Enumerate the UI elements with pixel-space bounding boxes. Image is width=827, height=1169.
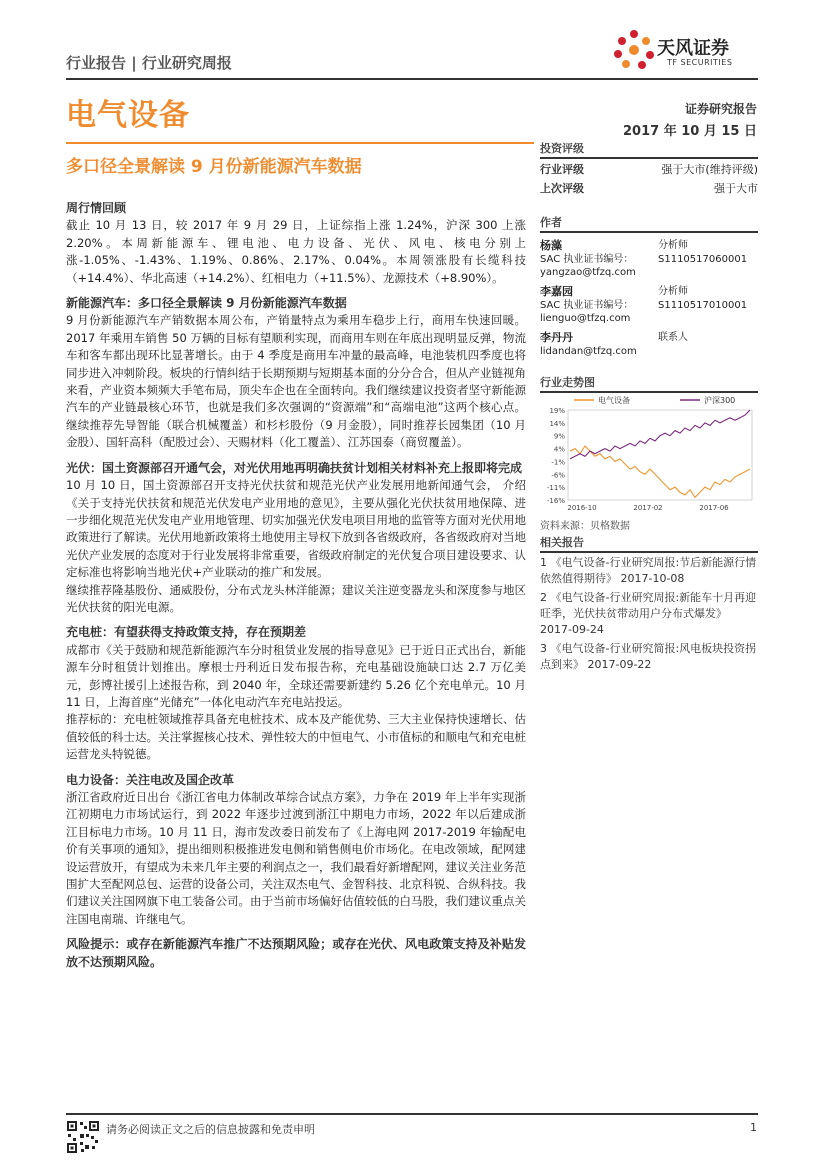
- author-sac: S1110517060001: [658, 254, 748, 265]
- legend-label: 电气设备: [598, 396, 630, 405]
- prev-rating-value: 强于大市: [714, 182, 758, 195]
- author-block: [540, 285, 758, 325]
- y-tick-label: -1%: [551, 458, 565, 467]
- x-tick-label: 2016-10: [567, 504, 597, 512]
- authors-panel: [540, 214, 758, 358]
- related-item[interactable]: [540, 641, 758, 673]
- prev-rating-row: [540, 180, 758, 197]
- rating-row: [540, 161, 758, 178]
- report-subtitle: 多口径全景解读 9 月份新能源汽车数据: [66, 157, 362, 177]
- author-block: [540, 331, 758, 358]
- logo-subtitle: TF SECURITIES: [667, 58, 733, 67]
- related-list: [540, 552, 758, 673]
- series-line: [570, 446, 750, 497]
- section-pv: [66, 460, 526, 617]
- trend-chart: [540, 392, 758, 517]
- section-charging: [66, 624, 526, 763]
- industry-title: 电气设备: [66, 98, 190, 133]
- section-power: [66, 772, 526, 929]
- authors-title: 作者: [540, 214, 758, 233]
- section-paragraph: 截止 10 月 13 日，较 2017 年 9 月 29 日，上证综指上涨 1.24%，沪深 300 上涨 2.20%。本周新能源车、锂电池、电力设备、光伏、风电、核电分别上涨-1.05%、-1.43%、1.19%、0.86%、2.17%、0.04%。本周领涨股有长缆科技（+14.4%）、华北高速（+14.2%）、红相电力（+11.5%）、龙源技术（+8.90%）。: [66, 218, 526, 285]
- trend-chart-svg: [540, 392, 758, 517]
- related-title: 相关报告: [540, 534, 758, 553]
- section-heading: 电力设备：关注电改及国企改革: [66, 772, 235, 787]
- author-sac-label: SAC 执业证书编号：: [540, 254, 634, 265]
- main-content: [66, 200, 526, 971]
- logo-name: 天风证券: [657, 38, 729, 59]
- y-tick-label: 19%: [549, 407, 565, 415]
- y-tick-label: 4%: [553, 445, 565, 454]
- author-name: 李丹丹: [540, 331, 573, 344]
- trend-title: 行业走势图: [540, 374, 758, 393]
- section-heading: 新能源汽车：多口径全景解读 9 月份新能源汽车数据: [66, 296, 347, 311]
- author-name: 李嘉园: [540, 285, 573, 298]
- chart-frame: [568, 410, 752, 500]
- series-line: [570, 410, 750, 459]
- author-role: 分析师: [658, 286, 688, 297]
- risk-warning: [66, 936, 526, 971]
- author-name: 杨藻: [540, 239, 562, 252]
- qr-code: [66, 1120, 100, 1154]
- chart-source: 资料来源：贝格数据: [540, 521, 630, 532]
- footer-disclaimer[interactable]: 请务必阅读正文之后的信息披露和免责申明: [106, 1123, 315, 1136]
- section-paragraph: 推荐标的：充电桩领域推荐具备充电桩技术、成本及产能优势、三大主业保持快速增长、估值较低的科士达。关注掌握核心技术、弹性较大的中恒电气、小市值标的和顺电气和充电桩运营龙头特锐德。: [66, 712, 526, 762]
- company-logo: [612, 28, 656, 72]
- x-tick-label: 2017-02: [633, 504, 663, 512]
- prev-rating-label: 上次评级: [540, 182, 584, 195]
- section-paragraph: 9 月份新能源汽车产销数据本周公布，产销量特点为乘用车稳步上行，商用车快速回暖。2017 年乘用车销售 50 万辆的目标有望顺利实现，而商用车则在年底出现明显反弹，物流车和客车都出现环比显著增长。由于 4 季度是商用车冲量的最高峰，电池装机四季度也将同步进入冲刺阶段。板块的行情纠结于长期预期与短期基本面的分分合合，但从产业链视角来看，产业资本频频大手笔布局，顶尖车企也在全面转向。我们继续建议投资者坚守新能源汽车的产业链最核心环节，也就是我们多次强调的“资源端”和“高端电池”这两个核心点。继续推荐先导智能（联合机械覆盖）和杉杉股份（9 月金股），同时推荐长园集团（10 月金股）、国轩高科（配股过会）、天赐材料（化工覆盖）、江苏国泰（商贸覆盖）。: [66, 313, 526, 450]
- related-item-date: 2017-10-08: [620, 572, 685, 585]
- rating-value: 强于大市(维持评级): [661, 163, 758, 176]
- section-heading: 周行情回顾: [66, 201, 127, 215]
- author-email[interactable]: yangzao@tfzq.com: [540, 267, 636, 278]
- section-paragraph: 10 月 10 日，国土资源部召开支持光伏扶贫和规范光伏产业发展用地新闻通气会， 介绍《关于支持光伏扶贫和规范光伏发电产业用地的意见》，主要从强化光伏扶贫用地保障、进一步细化规范光伏发电产业用地管理、切实加强光伏发电项目用地的监管等方面对光伏用地政策进行了解读。光伏用地新政策将土地使用主导权下放到各省级政府，各省级政府对当地光伏产业发展的态度对于行业发展将非常重要，省级政府制定的光伏复合项目建设要求、认定标准也将影响当地光伏+产业联动的推广和发展。: [66, 478, 526, 580]
- risk-text: 风险提示：或存在新能源汽车推广不达预期风险；或存在光伏、风电政策支持及补贴发放不达预期风险。: [66, 937, 526, 969]
- y-tick-label: 14%: [549, 419, 565, 428]
- y-tick-label: 9%: [553, 432, 565, 441]
- related-item-date: 2017-09-24: [540, 623, 604, 636]
- author-role: 分析师: [658, 240, 688, 251]
- author-sac-label: SAC 执业证书编号：: [540, 300, 634, 311]
- legend-label: 沪深300: [704, 396, 736, 405]
- footer-divider: [66, 1113, 758, 1115]
- section-weekly: [66, 200, 526, 287]
- report-date: 2017 年 10 月 15 日: [623, 124, 757, 139]
- author-sac: S1110517010001: [658, 300, 748, 311]
- related-item-date: 2017-09-22: [587, 658, 652, 671]
- author-email[interactable]: lidandan@tfzq.com: [540, 346, 637, 357]
- report-type: 证券研究报告: [684, 102, 757, 116]
- report-category: 行业报告 | 行业研究周报: [66, 54, 232, 72]
- author-email[interactable]: lienguo@tfzq.com: [540, 313, 631, 324]
- header-divider: [66, 78, 758, 80]
- rating-title: 投资评级: [540, 140, 758, 159]
- y-tick-label: -6%: [551, 471, 565, 480]
- rating-label: 行业评级: [540, 163, 584, 176]
- author-block: [540, 239, 758, 279]
- rating-panel: [540, 140, 758, 197]
- qr-code-icon: [66, 1120, 100, 1154]
- y-tick-label: -11%: [546, 484, 565, 493]
- related-item[interactable]: [540, 555, 758, 587]
- related-panel: [540, 534, 758, 553]
- section-paragraph: 浙江省政府近日出台《浙江省电力体制改革综合试点方案》，力争在 2019 年上半年实现浙江初期电力市场试运行，到 2022 年逐步过渡到浙江中期电力市场，2022 年以后建成浙江目标电力市场。10 月 11 日，海市发改委日前发布了《上海电网 2017-2019 年输配电价有关事项的通知》，提出细则积极推进发电侧和销售侧电价市场化。在电改领域，配网建设运营放开，有望成为未来几年主要的利润点之一，我们最看好新增配网，建议关注业务范围扩大至配网总包、运营的设备公司，关注双杰电气、金智科技、北京科锐、合纵科技。我们建议关注国网旗下电工装备公司。由于当前市场偏好估值较低的白马股，我们建议重点关注国电南瑞、许继电气。: [66, 790, 526, 926]
- section-heading: 充电桩：有望获得支持政策支持，存在预期差: [66, 625, 307, 640]
- title-divider: [66, 142, 534, 144]
- related-item-text[interactable]: 3 《电气设备-行业研究简报:风电板块投资拐点到来》: [540, 642, 757, 671]
- related-item[interactable]: [540, 590, 758, 638]
- y-tick-label: -16%: [546, 497, 565, 505]
- author-role: 联系人: [658, 332, 688, 343]
- logo-mark-icon: [612, 28, 656, 72]
- section-nev: [66, 295, 526, 452]
- section-heading: 光伏：国土资源部召开通气会，对光伏用地再明确扶贫计划相关材料补充上报即将完成: [66, 460, 523, 475]
- trend-panel: [540, 374, 758, 393]
- section-paragraph: 继续推荐隆基股份、通威股份，分布式龙头林洋能源；建议关注逆变器龙头和深度参与地区光伏扶贫的阳光电源。: [66, 582, 526, 614]
- x-tick-label: 2017-06: [699, 504, 729, 512]
- section-paragraph: 成都市《关于鼓励和规范新能源汽车分时租赁业发展的指导意见》已于近日正式出台，新能源车分时租赁计划推出。摩根士丹利近日发布报告称，充电基础设施缺口达 2.7 万亿美元，彭博社援引上述报告称，到 2040 年，全球还需要新建约 5.26 亿个充电单元。10 月 11 日，上海首座“光储充”一体化电动汽车充电站投运。: [66, 642, 526, 709]
- related-item-text[interactable]: 2 《电气设备-行业研究周报:新能车十月再迎旺季，光伏扶贫带动用户分布式爆发》: [540, 591, 757, 620]
- related-item-text[interactable]: 1 《电气设备-行业研究周报:节后新能源行情依然值得期待》: [540, 556, 757, 585]
- page-number: 1: [750, 1121, 757, 1134]
